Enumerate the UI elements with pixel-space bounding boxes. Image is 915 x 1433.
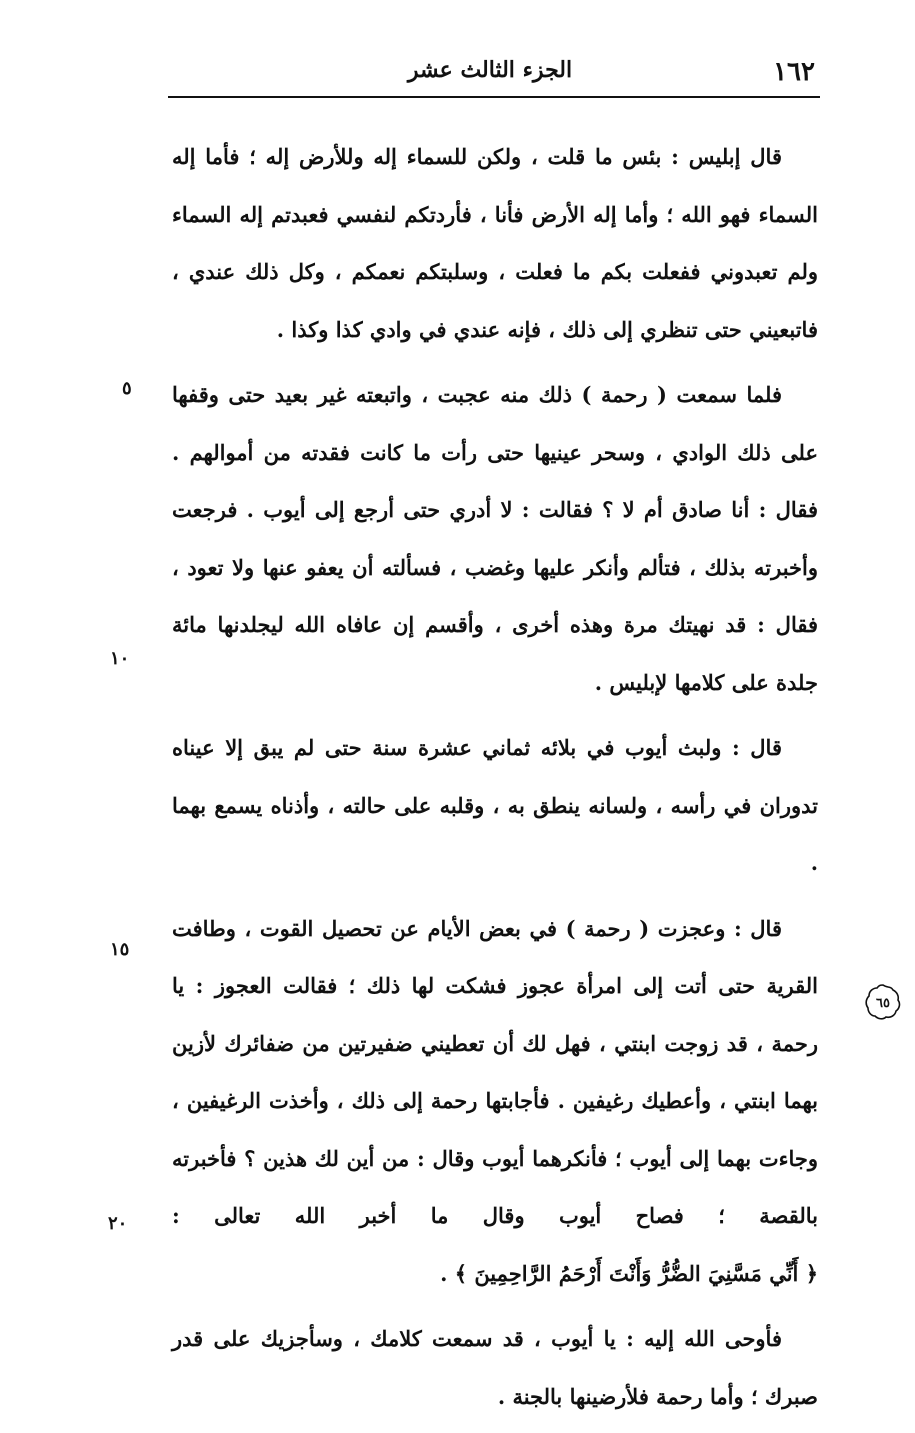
paragraph-4-text: قال : وعجزت ( رحمة ) في بعض الأيام عن تحصيل القوت ، وطافت القرية حتى أتت إلى امرأة عجوز فشكت لها ذلك ؛ فقالت العجوز : يا رحمة ، قد زوجت ابنتي ، فهل لك أن تعطيني ضفيرتين من ضفائرك لأزين بهما ابنتي ، وأعطيك رغيفين . فأجابتها رحمة إلى ذلك ، وأخذت الرغيفين ، وجاءت بهما إلى أيوب ؛ فأنكرهما أيوب وقال : من أين لك هذين ؟ فأخبرته بالقصة ؛ فصاح أيوب وقال ما أخبر الله تعالى :: [172, 915, 818, 1228]
line-number-5: ٥: [122, 378, 132, 399]
line-number-15: ١٥: [110, 939, 130, 960]
paragraph-5: فأوحى الله إليه : يا أيوب ، قد سمعت كلامك ، وسأجزيك على قدر صبرك ؛ وأما رحمة فلأرضينها بالجنة .: [172, 1326, 818, 1409]
quran-quote: ﴿ أَنِّي مَسَّنِيَ الضُّرُّ وَأَنْتَ أَرْحَمُ الرَّاحِمِينَ ﴾: [454, 1260, 818, 1286]
side-note-number: ٦٥: [876, 996, 890, 1011]
paragraph-4: [172, 900, 818, 1303]
paragraph-2: فلما سمعت ( رحمة ) ذلك منه عجبت ، واتبعته غير بعيد حتى وقفها على ذلك الوادي ، وسحر عينيها حتى رأت ما كانت فقدته من أموالهم . فقال : أنا صادق أم لا ؟ فقالت : لا أدري حتى أرجع إلى أيوب . فرجعت وأخبرته بذلك ، فتألم وأنكر عليها وغضب ، فسألته أن يعفو عنها ولا تعود ، فقال : قد نهيتك مرة وهذه أخرى ، وأقسم إن عافاه الله ليجلدنها مائة جلدة على كلامها لإبليس .: [172, 382, 818, 695]
paragraph-4-end: .: [440, 1260, 448, 1286]
paragraph-1: قال إبليس : بئس ما قلت ، ولكن للسماء إله وللأرض إله ؛ فأما إله السماء فهو الله ؛ وأما إله الأرض فأنا ، فأردتكم لنفسي فعبدتم إله السماء ولم تعبدوني ففعلت بكم ما فعلت ، وسلبتكم نعمكم ، وكل ذلك عندي ، فاتبعيني حتى تنظري إلى ذلك ، فإنه عندي في وادي كذا وكذا .: [172, 144, 818, 342]
header-rule: [168, 96, 820, 98]
page-header: [165, 55, 815, 95]
page-number: ١٦٢: [773, 57, 815, 87]
running-title: الجزء الثالث عشر: [407, 57, 573, 83]
line-number-10: ١٠: [110, 648, 130, 669]
line-number-20: ٢٠: [108, 1213, 128, 1234]
side-note-badge: [863, 982, 903, 1022]
page-body: [172, 128, 818, 1433]
paragraph-3: قال : ولبث أيوب في بلائه ثماني عشرة سنة حتى لم يبق إلا عيناه تدوران في رأسه ، ولسانه ينطق به ، وقلبه على حالته ، وأذناه يسمع بهما .: [172, 735, 818, 875]
